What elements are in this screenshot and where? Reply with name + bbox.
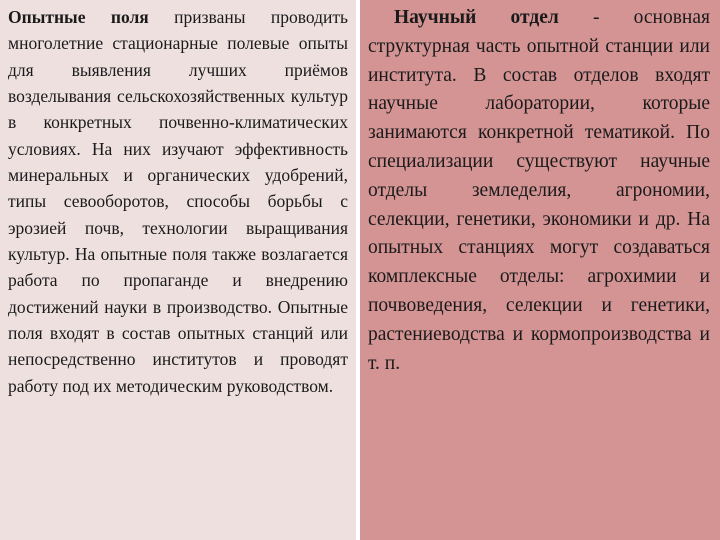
left-paragraph [8, 4, 348, 399]
right-body-text: - основная структурная часть опытной станции или института. В состав отделов входят научные лаборатории, которые занимаются конкретной тематикой. По специализации существуют научные отделы земледелия, агрономии, селекции, генетики, экономики и др. На опытных станциях могут создаваться комплексные отделы: агрохимии и почвоведения, селекции и генетики, растениеводства и кормопроизводства и т. п. [368, 7, 710, 374]
right-text-panel [360, 0, 720, 540]
right-lead-term: Научный отдел [394, 7, 559, 28]
left-lead-term: Опытные поля [8, 7, 149, 27]
left-body-text: призваны проводить многолетние стационарные полевые опыты для выявления лучших приёмов возделывания сельскохозяйственных культур в конкретных почвенно-климатических условиях. На них изучают эффективность минеральных и органических удобрений, типы севооборотов, способы борьбы с эрозией почв, технологии выращивания культур. На опытные поля также возлагается работа по пропаганде и внедрению достижений науки в производство. Опытные поля входят в состав опытных станций или непосредственно институтов и проводят работу под их методическим руководством. [8, 7, 348, 396]
right-paragraph [368, 4, 710, 378]
left-text-panel [0, 0, 356, 540]
